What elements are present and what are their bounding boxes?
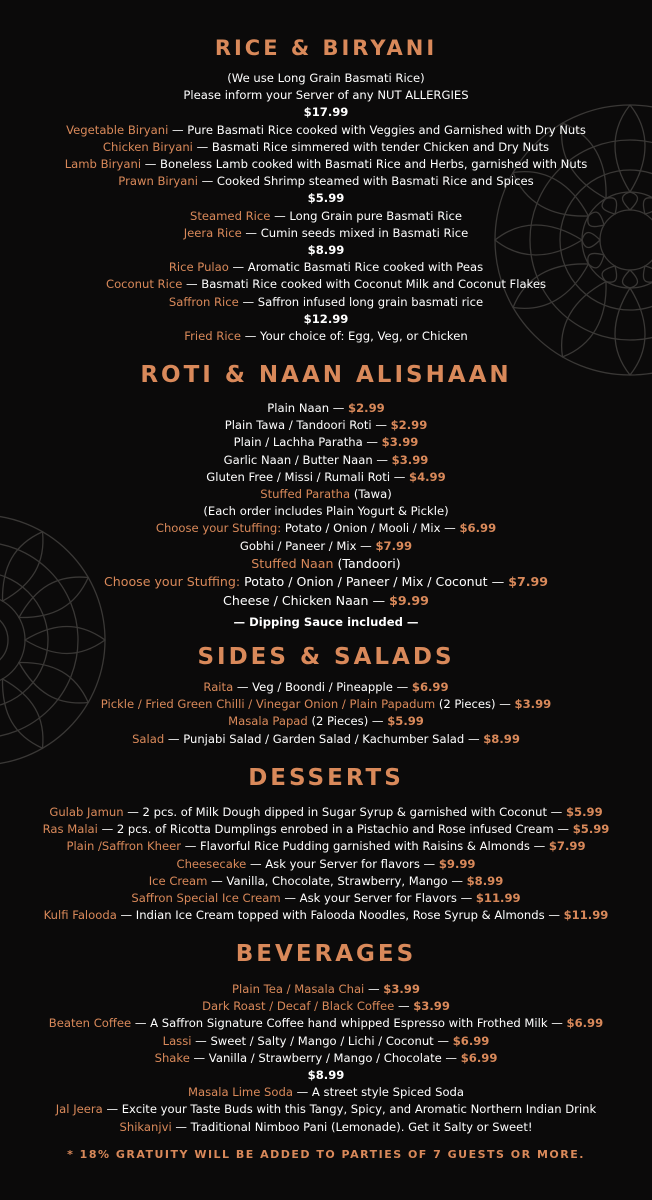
menu-item: Gulab Jamun — 2 pcs. of Milk Dough dipped in Sugar Syrup & garnished with Coconut — $5.99 <box>49 805 603 819</box>
menu-item: Coconut Rice — Basmati Rice cooked with Coconut Milk and Coconut Flakes <box>105 277 547 292</box>
menu-item: Plain / Lachha Paratha — $3.99 <box>233 435 419 450</box>
menu-item: Stuffed Naan (Tandoori) <box>251 555 401 571</box>
rice-biryani-section <box>0 34 652 345</box>
menu-item: Lassi — Sweet / Salty / Mango / Lichi / Coconut — $6.99 <box>162 1033 490 1048</box>
rice-note: (We use Long Grain Basmati Rice) <box>227 71 425 85</box>
menu-item: Masala Lime Soda — A street style Spiced Soda <box>187 1085 465 1100</box>
price-group-label: $5.99 <box>307 191 345 206</box>
roti-naan-section <box>0 360 652 631</box>
menu-item: Saffron Rice — Saffron infused long grain basmati rice <box>168 294 484 309</box>
price-group-label: $12.99 <box>303 311 349 326</box>
menu-item: Raita — Veg / Boondi / Pineapple — $6.99 <box>203 680 449 694</box>
menu-item: Ras Malai — 2 pcs. of Ricotta Dumplings enrobed in a Pistachio and Rose infused Cream — $5.99 <box>42 822 610 837</box>
section-title: RICE & BIRYANI <box>214 36 438 60</box>
menu-item: Prawn Biryani — Cooked Shrimp steamed with Basmati Rice and Spices <box>118 174 534 189</box>
menu-item: Plain /Saffron Kheer — Flavorful Rice Pudding garnished with Raisins & Almonds — $7.99 <box>66 839 586 854</box>
menu-item: Vegetable Biryani — Pure Basmati Rice cooked with Veggies and Garnished with Dry Nuts <box>66 122 586 137</box>
menu-item: Cheese / Chicken Naan — $9.99 <box>223 593 429 609</box>
allergy-note: Please inform your Server of any NUT ALLERGIES <box>183 88 469 103</box>
menu-item: Kulfi Falooda — Indian Ice Cream topped with Falooda Noodles, Rose Syrup & Almonds — $11.99 <box>43 908 609 923</box>
section-title: BEVERAGES <box>235 941 417 967</box>
price-group-label: $17.99 <box>303 105 349 120</box>
menu-item: Pickle / Fried Green Chilli / Vinegar Onion / Plain Papadum (2 Pieces) — $3.99 <box>100 697 552 712</box>
sides-salads-section <box>0 643 652 748</box>
desserts-section <box>0 764 652 924</box>
gratuity-footer: * 18% GRATUITY WILL BE ADDED TO PARTIES OF 7 GUESTS OR MORE. <box>67 1148 585 1161</box>
paratha-note: (Each order includes Plain Yogurt & Pickle) <box>203 504 449 519</box>
menu-item: Chicken Biryani — Basmati Rice simmered with tender Chicken and Dry Nuts <box>102 139 550 154</box>
menu-item: Gluten Free / Missi / Rumali Roti — $4.99 <box>206 469 446 484</box>
menu-item: Plain Naan — $2.99 <box>267 401 385 415</box>
menu-item: Ice Cream — Vanilla, Chocolate, Strawberry, Mango — $8.99 <box>148 873 504 888</box>
menu-item: Masala Papad (2 Pieces) — $5.99 <box>228 714 424 729</box>
beverages-section <box>0 940 652 1136</box>
dipping-note: — Dipping Sauce included — <box>233 615 419 630</box>
menu-item: Rice Pulao — Aromatic Basmati Rice cooked with Peas <box>168 260 484 275</box>
menu-item: Dark Roast / Decaf / Black Coffee — $3.99 <box>202 999 450 1014</box>
menu-item: Beaten Coffee — A Saffron Signature Coffee hand whipped Espresso with Frothed Milk — $6.99 <box>48 1016 604 1031</box>
menu-item: Jal Jeera — Excite your Taste Buds with this Tangy, Spicy, and Aromatic Northern Indian Drink <box>55 1102 597 1117</box>
menu-item: Salad — Punjabi Salad / Garden Salad / Kachumber Salad — $8.99 <box>132 731 520 746</box>
price-group-label: $8.99 <box>307 1068 345 1083</box>
menu-item: Jeera Rice — Cumin seeds mixed in Basmati Rice <box>183 225 469 240</box>
menu-item: Garlic Naan / Butter Naan — $3.99 <box>223 452 429 467</box>
menu-item: Cheesecake — Ask your Server for flavors — $9.99 <box>176 856 476 871</box>
menu-item: Shake — Vanilla / Strawberry / Mango / Chocolate — $6.99 <box>154 1050 498 1065</box>
menu-item: Lamb Biryani — Boneless Lamb cooked with Basmati Rice and Herbs, garnished with Nuts <box>64 157 588 172</box>
menu-item: Stuffed Paratha (Tawa) <box>260 487 392 502</box>
section-title: ROTI & NAAN ALISHAAN <box>140 362 512 388</box>
menu-item: Shikanjvi — Traditional Nimboo Pani (Lemonade). Get it Salty or Sweet! <box>119 1119 533 1134</box>
menu-item: Choose your Stuffing: Potato / Onion / Paneer / Mix / Coconut — $7.99 <box>103 574 549 590</box>
section-title: DESSERTS <box>248 765 404 791</box>
menu-item: Fried Rice — Your choice of: Egg, Veg, or Chicken <box>184 329 468 344</box>
menu-item: Saffron Special Ice Cream — Ask your Server for Flavors — $11.99 <box>131 891 521 906</box>
price-group-label: $8.99 <box>307 243 345 258</box>
menu-item: Steamed Rice — Long Grain pure Basmati Rice <box>190 208 462 223</box>
menu-item: Plain Tawa / Tandoori Roti — $2.99 <box>224 418 428 433</box>
menu-item: Choose your Stuffing: Potato / Onion / Mooli / Mix — $6.99 <box>155 521 497 536</box>
section-title: SIDES & SALADS <box>197 644 455 670</box>
menu-item: Plain Tea / Masala Chai — $3.99 <box>232 982 420 996</box>
menu-item: Gobhi / Paneer / Mix — $7.99 <box>239 538 413 553</box>
